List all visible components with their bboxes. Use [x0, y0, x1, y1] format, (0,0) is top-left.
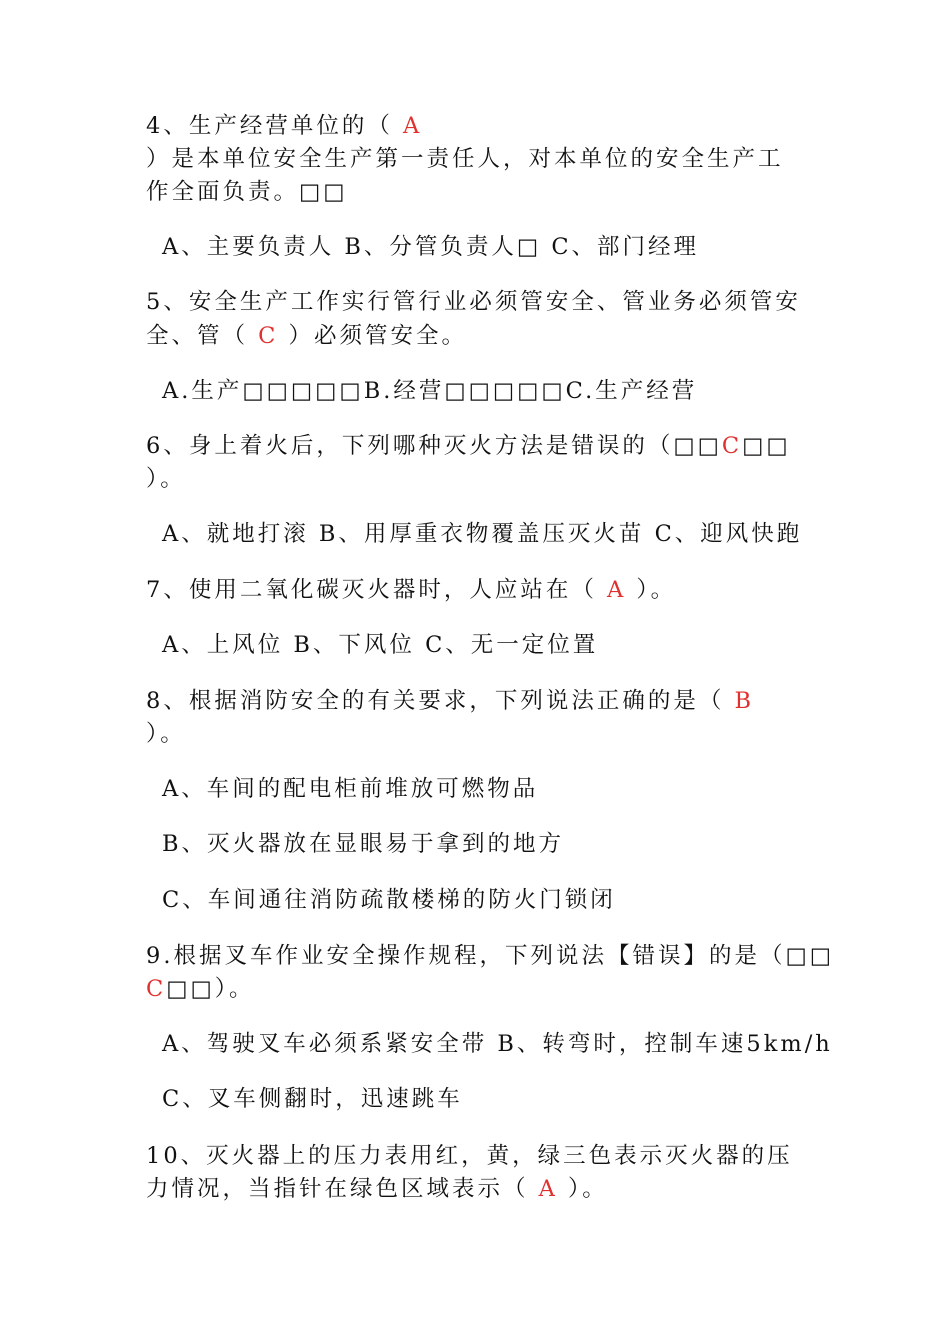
question-6-options: A、就地打滚 B、用厚重衣物覆盖压灭火苗 C、迎风快跑 — [162, 521, 803, 547]
answer-mark: A — [538, 1176, 558, 1202]
question-7-options: A、上风位 B、下风位 C、无一定位置 — [162, 632, 599, 658]
question-9-option-c: C、叉车侧翻时，迅速跳车 — [162, 1086, 463, 1112]
answer-mark: C — [721, 433, 743, 459]
question-text: 8、根据消防安全的有关要求，下列说法正确的是（ — [146, 688, 735, 714]
question-6-line-1 — [146, 431, 791, 461]
question-text: 7、使用二氧化碳灭火器时，人应站在（ — [146, 577, 607, 603]
question-text: ）。 — [557, 1176, 608, 1202]
question-8-option-a: A、车间的配电柜前堆放可燃物品 — [162, 776, 539, 802]
answer-mark: B — [734, 688, 755, 714]
question-5-line-2 — [146, 321, 467, 351]
question-text: □□）。 — [166, 976, 255, 1002]
question-8-option-b: B、灭火器放在显眼易于拿到的地方 — [162, 831, 565, 857]
question-text: □□ — [742, 433, 791, 459]
question-text: 力情况，当指针在绿色区域表示（ — [146, 1176, 539, 1202]
question-text: 全、管（ — [146, 323, 259, 349]
question-6-line-2: ）。 — [146, 466, 186, 492]
question-9-line-2 — [146, 974, 255, 1004]
answer-mark: A — [606, 577, 627, 603]
question-5-line-1: 5、安全生产工作实行管行业必须管安全、管业务必须管安 — [146, 289, 801, 315]
answer-mark: C — [146, 976, 167, 1002]
question-4-line-1 — [146, 111, 422, 141]
question-4-options: A、主要负责人 B、分管负责人□ C、部门经理 — [162, 234, 700, 260]
question-8-line-2: ）。 — [146, 721, 186, 747]
question-text: 4、生产经营单位的（ — [146, 113, 403, 139]
question-9-option-ab: A、驾驶叉车必须系紧安全带 B、转弯时，控制车速5km/h — [162, 1031, 833, 1057]
question-8-line-1 — [146, 686, 754, 716]
question-4-line-3: 作全面负责。□□ — [146, 179, 348, 205]
question-7-line-1 — [146, 575, 676, 605]
question-9-line-1: 9.根据叉车作业安全操作规程，下列说法【错误】的是（□□ — [146, 943, 834, 969]
question-5-options: A.生产□□□□□B.经营□□□□□C.生产经营 — [162, 378, 698, 404]
question-text: ）。 — [626, 577, 677, 603]
question-text: 6、身上着火后，下列哪种灭火方法是错误的（□□ — [146, 433, 722, 459]
question-4-line-2: ）是本单位安全生产第一责任人，对本单位的安全生产工 — [146, 146, 784, 172]
answer-mark: A — [402, 113, 423, 139]
question-text: ）必须管安全。 — [278, 323, 468, 349]
question-8-option-c: C、车间通往消防疏散楼梯的防火门锁闭 — [162, 887, 616, 913]
question-10-line-1: 10、灭火器上的压力表用红，黄，绿三色表示灭火器的压 — [146, 1143, 793, 1169]
question-10-line-2 — [146, 1174, 608, 1204]
answer-mark: C — [258, 323, 279, 349]
